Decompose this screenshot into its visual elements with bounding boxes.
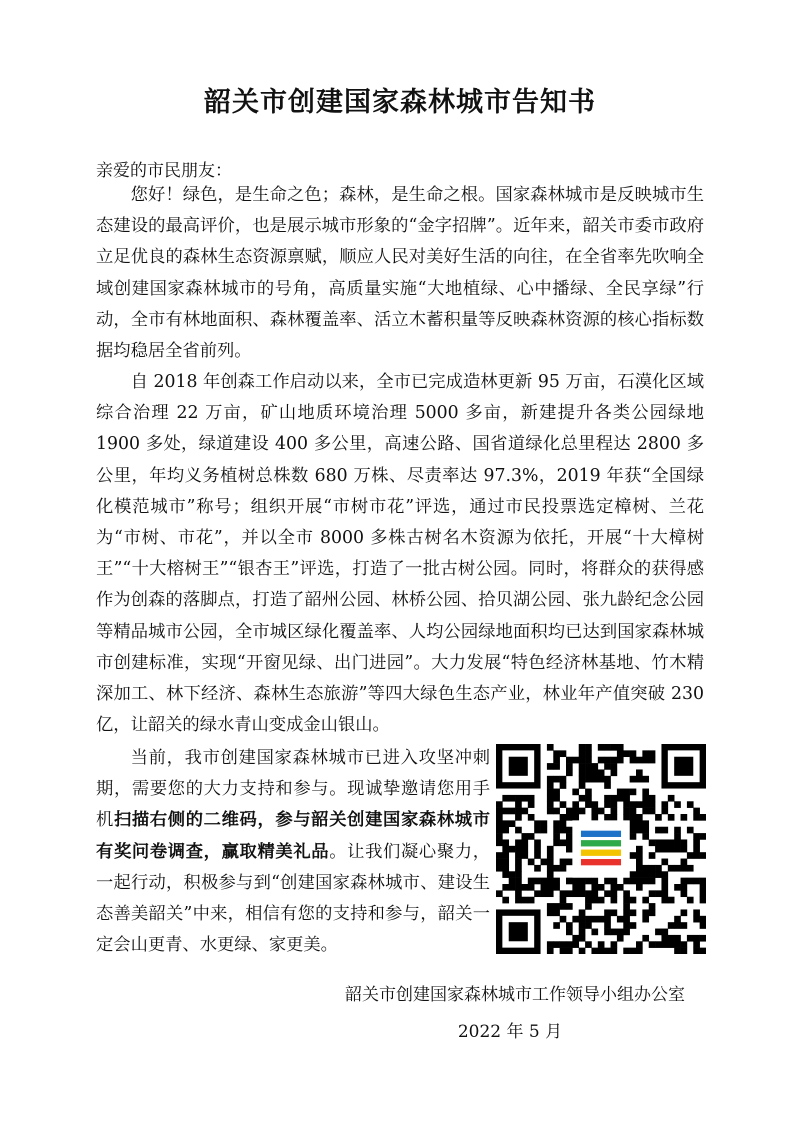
paragraph-intro: 您好！绿色，是生命之色；森林，是生命之根。国家森林城市是反映城市生态建设的最高评价，也是展示城市形象的“金字招牌”。近年来，韶关市委市政府立足优良的森林生态资源禀赋，顺应人民对美好生活的向往，在全省率先吹响全域创建国家森林城市的号角，高质量实施“大地植绿、心中播绿、全民享绿”行动，全市有林地面积、森林覆盖率、活立木蓄积量等反映森林资源的核心指标数据均稳居全省前列。 — [96, 185, 704, 362]
paragraph-invitation — [96, 743, 490, 961]
paragraph-achievements: 自 2018 年创森工作启动以来，全市已完成造林更新 95 万亩，石漠化区域综合治理 22 万亩，矿山地质环境治理 5000 多亩，新建提升各类公园绿地 1900 多处，绿道建设 400 多公里，高速公路、国省道绿化总里程达 2800 多公里，年均义务植树总株数 680 万株、尽责率达 97.3%，2019 年获“全国绿化模范城市”称号；组织开展“市树市花”评选，通过市民投票选定樟树、兰花为“市树、市花”，并以全市 8000 多株古树名木资源为依托，开展“十大樟树王”“十大榕树王”“银杏王”评选，打造了一批古树公园。同时，将群众的获得感作为创森的落脚点，打造了韶州公园、林桥公园、拾贝湖公园、张九龄纪念公园等精品城市公园，全市城区绿化覆盖率、人均公园绿地面积均已达到国家森林城市创建标准，实现“开窗见绿、出门进园”。大力发展“特色经济林基地、竹木精深加工、林下经济、森林生态旅游”等四大绿色生态产业，林业年产值突破 230 亿，让韶关的绿水青山变成金山银山。 — [96, 372, 704, 736]
invitation-text-end: 。让我们凝心聚力，一起行动，积极参与到“创建国家森林城市、建设生态善美韶关”中来，相信有您的支持和参与，韶关一定会山更青、水更绿、家更美。 — [96, 841, 490, 956]
page-title: 韶关市创建国家森林城市告知书 — [204, 87, 596, 118]
salutation: 亲爱的市民朋友： — [96, 161, 232, 181]
signature-organization: 韶关市创建国家森林城市工作领导小组办公室 — [345, 985, 685, 1005]
invitation-highlight: 扫描右侧的二维码，参与韶关创建国家森林城市有奖问卷调查，赢取精美礼品 — [96, 810, 490, 862]
invitation-text-start: 当前，我市创建国家森林城市已进入攻坚冲刺期，需要您的大力支持和参与。现诚挚邀请您用手机 — [96, 748, 490, 831]
signature-date: 2022 年 5 月 — [457, 1022, 563, 1042]
qr-code-icon[interactable] — [496, 744, 706, 954]
